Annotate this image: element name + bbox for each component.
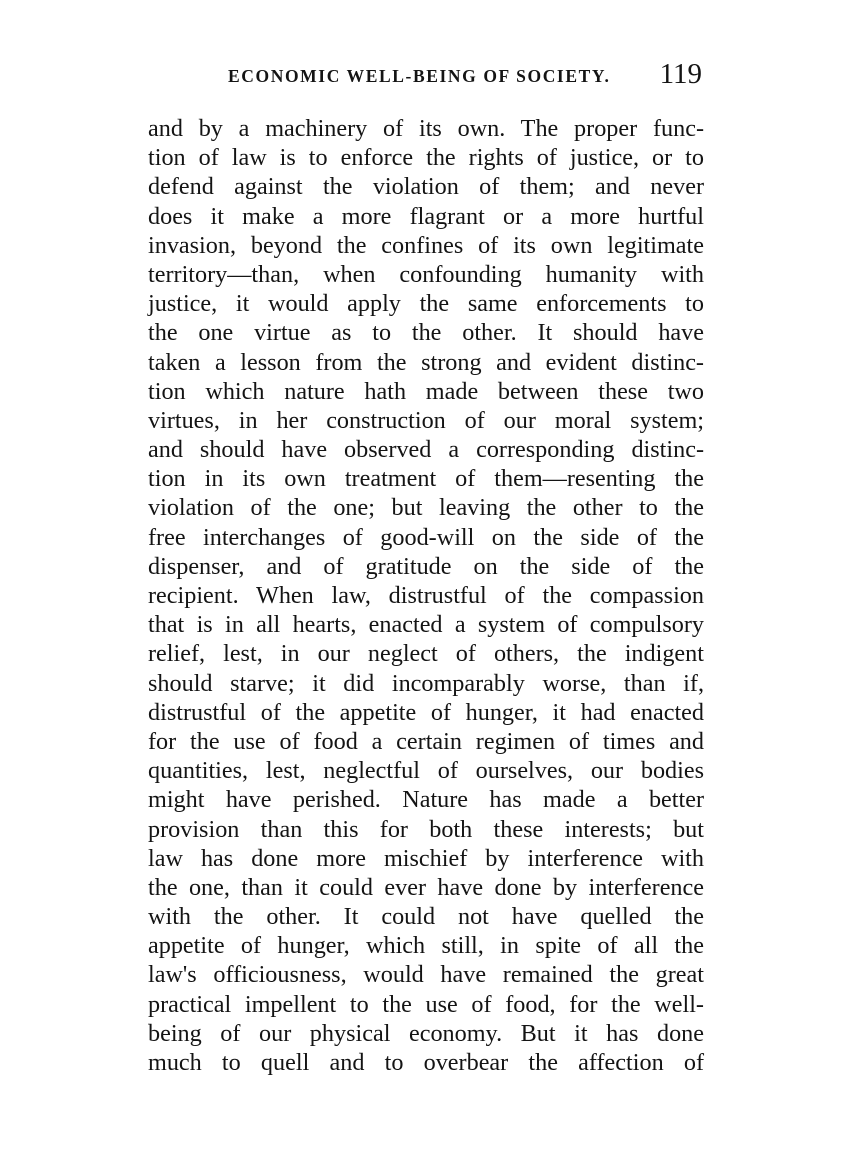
text-line: does it make a more flagrant or a more hurtful [148, 202, 704, 230]
text-line: distrustful of the appetite of hunger, it had enacted [148, 698, 704, 726]
text-line: violation of the one; but leaving the other to the [148, 494, 704, 522]
text-line: appetite of hunger, which still, in spite of all the [148, 932, 704, 960]
text-line: law has done more mischief by interference with [148, 844, 704, 872]
text-line: quantities, lest, neglectful of ourselves, our bodies [148, 757, 704, 785]
text-line: the one virtue as to the other. It should have [148, 319, 704, 347]
text-line: provision than this for both these interests; but [148, 815, 704, 843]
text-line: dispenser, and of gratitude on the side of the [148, 552, 704, 580]
text-line: practical impellent to the use of food, for the well- [148, 990, 704, 1018]
text-line: tion which nature hath made between these two [148, 377, 704, 405]
text-line: that is in all hearts, enacted a system of compulsory [148, 611, 704, 639]
text-line: tion in its own treatment of them—resenting the [148, 465, 704, 493]
text-line: relief, lest, in our neglect of others, the indigent [148, 640, 704, 668]
text-line: might have perished. Nature has made a better [148, 786, 704, 814]
text-line: the one, than it could ever have done by interference [148, 873, 704, 901]
text-line: should starve; it did incomparably worse, than if, [148, 669, 704, 697]
text-line: and should have observed a corresponding distinc- [148, 436, 704, 464]
running-title: ECONOMIC WELL-BEING OF SOCIETY. [228, 66, 611, 86]
text-line: and by a machinery of its own. The proper func- [148, 115, 704, 142]
page-number: 119 [659, 58, 702, 90]
body-text [148, 114, 704, 1077]
text-line: justice, it would apply the same enforcements to [148, 290, 704, 318]
text-line: tion of law is to enforce the rights of justice, or to [148, 144, 704, 172]
text-line: for the use of food a certain regimen of times and [148, 727, 704, 755]
text-line: being of our physical economy. But it has done [148, 1019, 704, 1047]
running-head [148, 58, 704, 98]
text-line: with the other. It could not have quelled the [148, 903, 704, 931]
text-line: taken a lesson from the strong and evident distinc- [148, 348, 704, 376]
text-line: law's officiousness, would have remained the great [148, 961, 704, 989]
text-line: recipient. When law, distrustful of the compassion [148, 582, 704, 609]
text-line: territory—than, when confounding humanity with [148, 260, 704, 288]
text-line: invasion, beyond the confines of its own legitimate [148, 231, 704, 259]
text-line: much to quell and to overbear the affection of [148, 1049, 704, 1076]
text-line: defend against the violation of them; and never [148, 173, 704, 201]
text-line: free interchanges of good-will on the side of the [148, 523, 704, 551]
text-line: virtues, in her construction of our moral system; [148, 406, 704, 434]
